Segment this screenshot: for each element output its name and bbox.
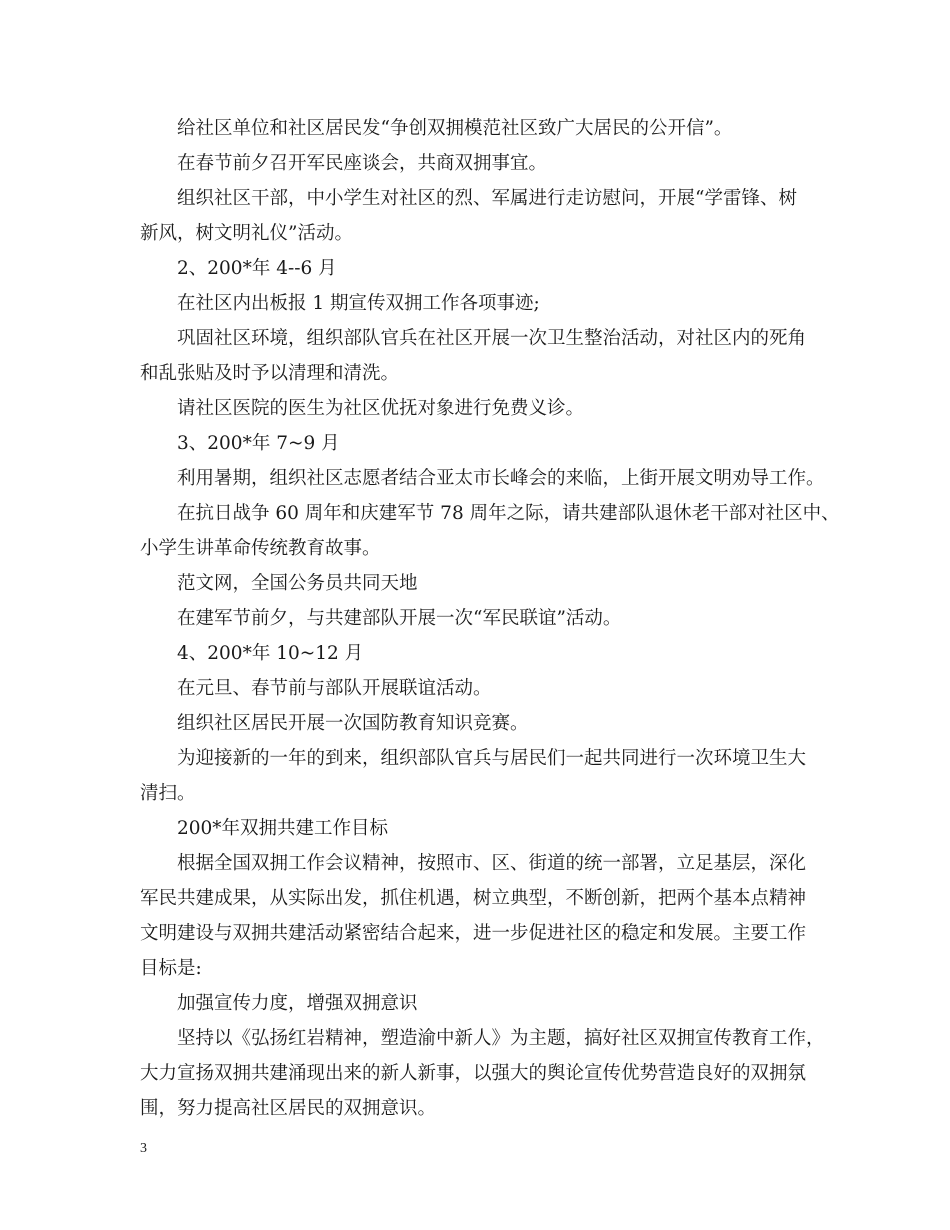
paragraph-line: 利用暑期，组织社区志愿者结合亚太市长峰会的来临，上街开展文明劝导工作。 — [177, 468, 825, 489]
paragraph-line: 围，努力提高社区居民的双拥意识。 — [140, 1098, 437, 1119]
paragraph-line: 军民共建成果，从实际出发，抓住机遇，树立典型，不断创新，把两个基本点精神 — [140, 888, 807, 909]
paragraph-line: 根据全国双拥工作会议精神，按照市、区、街道的统一部署，立足基层，深化 — [177, 853, 807, 874]
paragraph-line: 在元旦、春节前与部队开展联谊活动。 — [177, 678, 492, 699]
paragraph-line: 清扫。 — [140, 783, 196, 804]
paragraph-line: 请社区医院的医生为社区优抚对象进行免费义诊。 — [177, 398, 585, 419]
paragraph-line: 范文网，全国公务员共同天地 — [177, 573, 418, 594]
section-heading: 4、200*年 10~12 月 — [177, 643, 364, 664]
paragraph-line: 巩固社区环境，组织部队官兵在社区开展一次卫生整治活动，对社区内的死角 — [177, 328, 807, 349]
paragraph-line: 在春节前夕召开军民座谈会，共商双拥事宜。 — [177, 153, 548, 174]
paragraph-line: 目标是: — [140, 958, 202, 979]
paragraph-line: 给社区单位和社区居民发“争创双拥模范社区致广大居民的公开信”。 — [177, 118, 733, 139]
section-heading: 2、200*年 4--6 月 — [177, 258, 337, 279]
paragraph-line: 为迎接新的一年的到来，组织部队官兵与居民们一起共同进行一次环境卫生大 — [177, 748, 807, 769]
paragraph-line: 大力宣扬双拥共建涌现出来的新人新事，以强大的舆论宣传优势营造良好的双拥氛 — [140, 1063, 807, 1084]
paragraph-line: 组织社区居民开展一次国防教育知识竞赛。 — [177, 713, 529, 734]
paragraph-line: 在建军节前夕，与共建部队开展一次“军民联谊”活动。 — [177, 608, 622, 629]
section-heading: 3、200*年 7~9 月 — [177, 433, 340, 454]
paragraph-line: 组织社区干部，中小学生对社区的烈、军属进行走访慰问，开展“学雷锋、树 — [177, 188, 797, 209]
paragraph-line: 文明建设与双拥共建活动紧密结合起来，进一步促进社区的稳定和发展。主要工作 — [140, 923, 807, 944]
paragraph-line: 小学生讲革命传统教育故事。 — [140, 538, 381, 559]
paragraph-line: 和乱张贴及时予以清理和清洗。 — [140, 363, 400, 384]
paragraph-line: 新风，树文明礼仪”活动。 — [140, 223, 353, 244]
page-number: 3 — [140, 1141, 147, 1156]
paragraph-line: 在社区内出板报 1 期宣传双拥工作各项事迹; — [177, 293, 540, 314]
paragraph-line: 坚持以《弘扬红岩精神，塑造渝中新人》为主题，搞好社区双拥宣传教育工作， — [177, 1028, 825, 1049]
section-heading: 加强宣传力度，增强双拥意识 — [177, 993, 418, 1014]
section-heading: 200*年双拥共建工作目标 — [177, 818, 389, 839]
paragraph-line: 在抗日战争 60 周年和庆建军节 78 周年之际，请共建部队退休老干部对社区中、 — [177, 503, 840, 524]
